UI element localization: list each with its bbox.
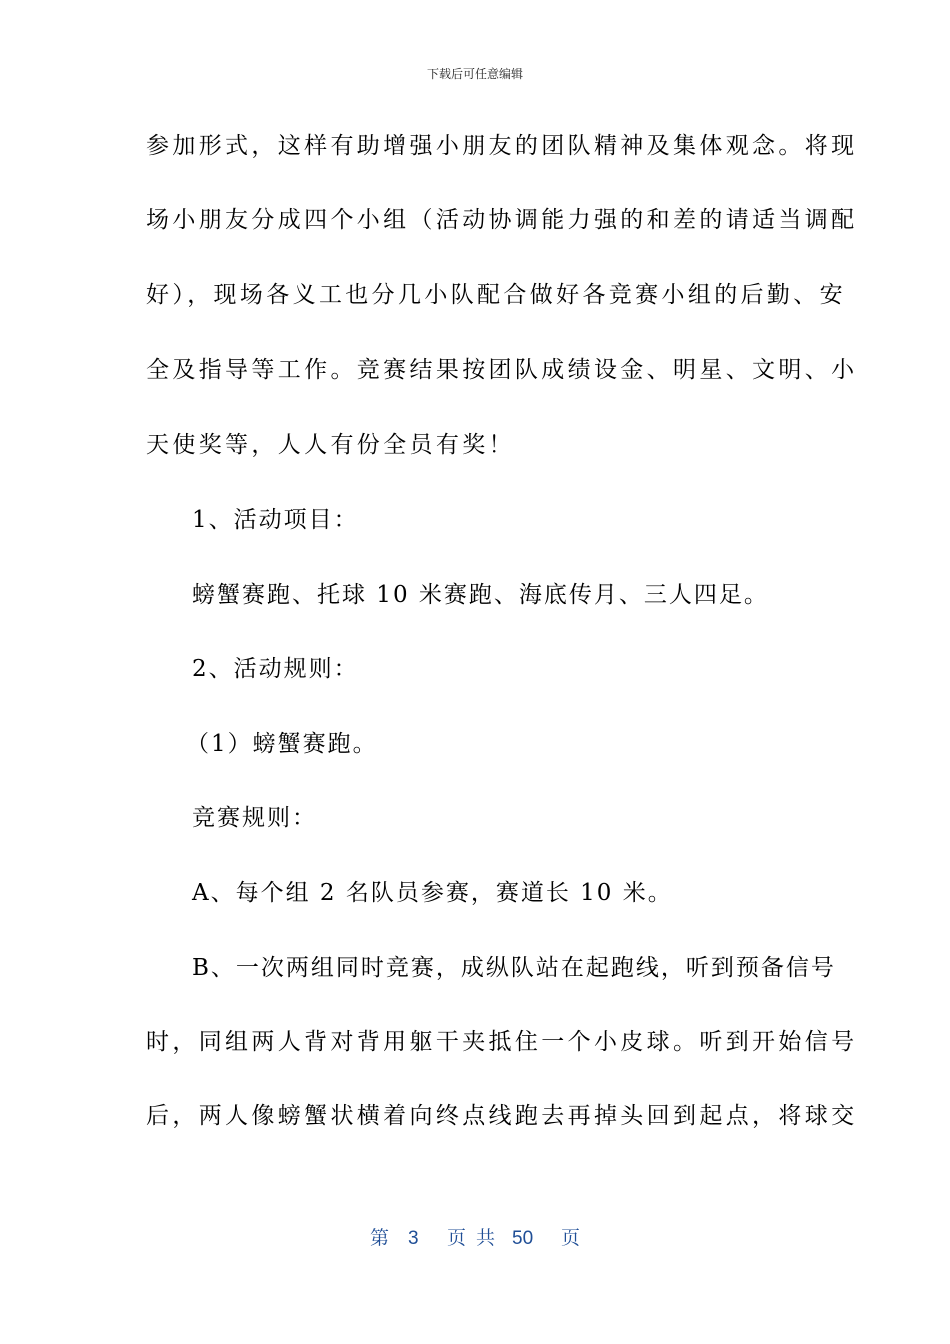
body-line: 全及指导等工作。竞赛结果按团队成绩设金、明星、文明、小 bbox=[146, 357, 858, 383]
footer-label-ye: 页 bbox=[447, 1228, 467, 1249]
body-line: 螃蟹赛跑、托球 10 米赛跑、海底传月、三人四足。 bbox=[192, 582, 769, 608]
current-page-number: 3 bbox=[408, 1228, 419, 1249]
subsection-heading: （1）螃蟹赛跑。 bbox=[186, 731, 378, 757]
footer-label-gong: 共 bbox=[476, 1228, 496, 1249]
section-heading: 2、活动规则： bbox=[192, 656, 359, 682]
body-line: 竞赛规则： bbox=[192, 805, 317, 831]
total-pages-number: 50 bbox=[512, 1228, 534, 1249]
body-line: B、一次两组同时竞赛，成纵队站在起跑线，听到预备信号 bbox=[192, 955, 836, 981]
body-line: A、每个组 2 名队员参赛，赛道长 10 米。 bbox=[192, 880, 673, 906]
body-line: 参加形式，这样有助增强小朋友的团队精神及集体观念。将现 bbox=[146, 133, 858, 159]
body-line: 时，同组两人背对背用躯干夹抵住一个小皮球。听到开始信号 bbox=[146, 1029, 858, 1055]
footer-label-ye-end: 页 bbox=[561, 1228, 581, 1249]
body-line: 后，两人像螃蟹状横着向终点线跑去再掉头回到起点，将球交 bbox=[146, 1103, 858, 1129]
section-heading: 1、活动项目： bbox=[192, 507, 359, 533]
footer-label-di: 第 bbox=[370, 1228, 390, 1249]
body-line: 场小朋友分成四个小组（活动协调能力强的和差的请适当调配 bbox=[146, 207, 858, 233]
body-line: 好），现场各义工也分几小队配合做好各竞赛小组的后勤、安 bbox=[146, 282, 846, 308]
body-line: 天使奖等，人人有份全员有奖！ bbox=[146, 432, 515, 458]
page-header: 下载后可任意编辑 bbox=[426, 67, 523, 81]
page-footer bbox=[0, 1226, 950, 1252]
